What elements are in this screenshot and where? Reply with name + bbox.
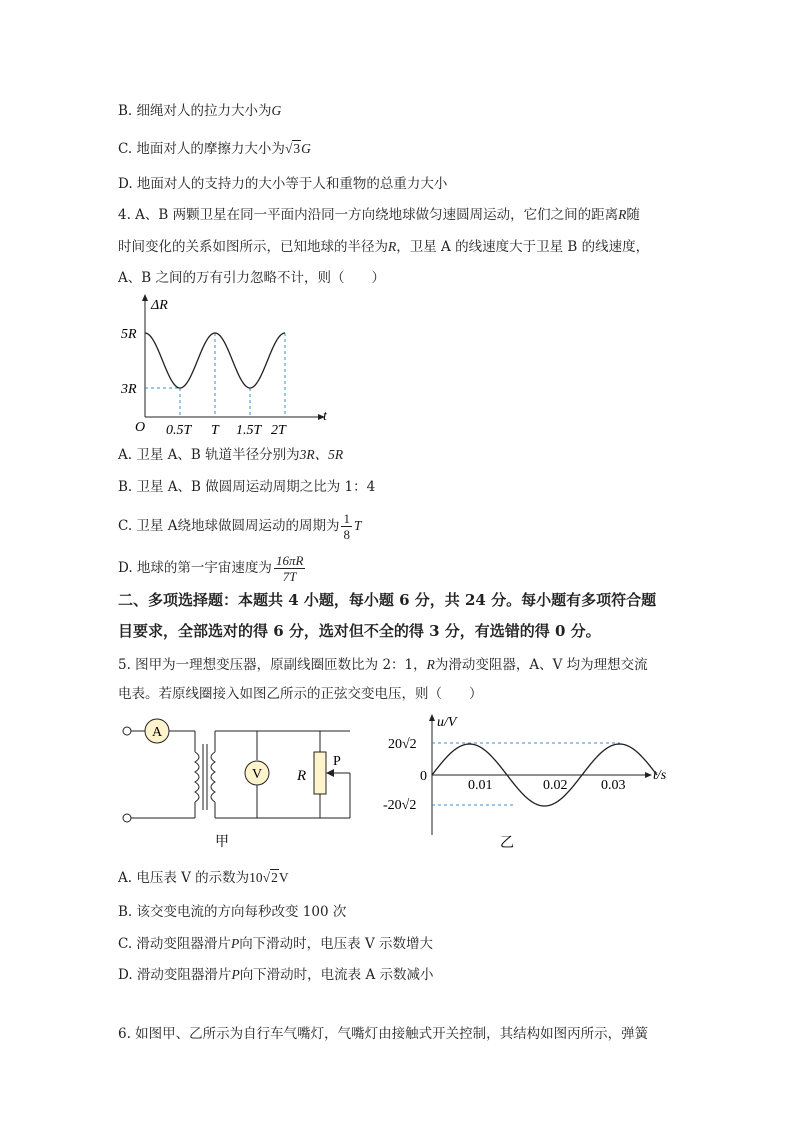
q4-option-d: D. 地球的第一宇宙速度为 $\frac{16\pi R}{7T}$ (118, 553, 304, 584)
q6-stem-line-1: 6. 如图甲、乙所示为自行车气嘴灯，气嘴灯由接触式开关控制，其结构如图丙所示，弹簧 (118, 1026, 649, 1042)
q3-option-d (118, 174, 447, 194)
q4-option-a: A. 卫星 A、B 轨道半径分别为3R、5R (118, 447, 344, 463)
q4-x-label: t (323, 409, 327, 424)
q3-option-c-text: C. 地面对人的摩擦力大小为 (118, 141, 285, 157)
q4-option-b: B. 卫星 A、B 做圆周运动周期之比为 1：4 (118, 479, 376, 495)
q4-y-tick-3R: 3R (121, 382, 137, 397)
q5-y-label: u/V (437, 715, 457, 730)
q4-y-label: ΔR (151, 298, 168, 313)
slider-label: P (333, 754, 341, 769)
q5-y-tick-pos: 20√2 (388, 737, 417, 752)
q4-x-tick: 2T (271, 423, 286, 438)
q4-stem-line-2: 时间变化的关系如图所示，已知地球的半径为R，卫星 A 的线速度大于卫星 B 的线速度， (118, 239, 650, 255)
q5-x-tick-002: 0.02 (543, 778, 568, 793)
q4-y-tick-5R: 5R (121, 327, 137, 342)
q4-stem-line-3: A、B 之间的万有引力忽略不计，则（ ） (118, 270, 385, 286)
q5-stem-line-1: 5. 图甲为一理想变压器，原副线圈匝数比为 2：1，R为滑动变阻器，A、V 均为理想交流 (118, 657, 648, 673)
q4-y-axis-arrow (142, 294, 148, 301)
section-2-heading-line-2: 目要求，全部选对的得 6 分，选对但不全的得 3 分，有选错的得 0 分。 (118, 622, 601, 640)
q3-option-d-text: D. 地面对人的支持力的大小等于人和重物的总重力大小 (118, 176, 448, 192)
q5-x-tick-003: 0.03 (601, 778, 626, 793)
q5-option-d: D. 滑动变阻器滑片P向下滑动时，电流表 A 示数减小 (118, 967, 434, 983)
secondary-coil (211, 752, 215, 802)
q5-x-tick-001: 0.01 (468, 778, 493, 793)
q4-x-tick: T (211, 423, 219, 438)
rheostat-label: R (297, 768, 307, 784)
fig-yi-caption: 乙 (500, 836, 514, 851)
q5-stem-line-2: 电表。若原线圈接入如图乙所示的正弦交变电压，则（ ） (118, 686, 483, 702)
q5-origin-label: 0 (420, 769, 427, 784)
q4-stem-line-1: 4. A、B 两颗卫星在同一平面内沿同一方向绕地球做匀速圆周运动，它们之间的距离R随 (118, 207, 640, 223)
q3-option-b-symbol: G (271, 103, 282, 118)
section-2-heading-line-1: 二、多项选择题：本题共 4 小题，每小题 6 分，共 24 分。每小题有多项符合题 (118, 591, 657, 609)
q4-graph (115, 292, 345, 442)
q3-option-c-sqrt: √3 (284, 141, 301, 156)
voltmeter-label: V (252, 767, 263, 782)
slider-arrow (326, 769, 334, 777)
q5-x-label: t/s (653, 768, 667, 783)
rheostat (314, 752, 326, 794)
q5-circuit-diagram (115, 712, 365, 857)
q4-option-d-fraction: $\frac{16\pi R}{7T}$ (275, 553, 304, 584)
q5-option-b: B. 该交变电流的方向每秒改变 100 次 (118, 904, 347, 920)
q4-x-tick: 1.5T (236, 423, 262, 438)
primary-coil (195, 752, 199, 802)
q3-option-c (118, 139, 311, 159)
q3-option-c-symbol: G (301, 141, 311, 156)
ammeter-label: A (152, 725, 163, 740)
input-terminal-top (123, 727, 131, 735)
q5-y-tick-neg: -20√2 (383, 798, 417, 813)
q5-option-a-value: 10√2V (249, 870, 289, 885)
q4-option-c-fraction: $\frac{1}{8}$ (343, 511, 350, 542)
q4-x-tick-labels (166, 423, 287, 438)
q4-guide-lines (145, 333, 285, 417)
input-terminal-bottom (123, 814, 131, 822)
q4-x-tick: 0.5T (166, 423, 192, 438)
fig-jia-caption: 甲 (215, 835, 229, 850)
q5-option-a: A. 电压表 V 的示数为10√2V (118, 870, 289, 886)
q4-option-a-values: 3R、5R (299, 447, 344, 462)
q3-option-b (118, 101, 281, 121)
q5-option-c: C. 滑动变阻器滑片P向下滑动时，电压表 V 示数增大 (118, 936, 434, 952)
q3-option-b-text: B. 细绳对人的拉力大小为 (118, 103, 272, 119)
q5-voltage-graph (380, 710, 680, 855)
q4-origin-label: O (135, 420, 146, 435)
q4-option-c: C. 卫星 A绕地球做圆周运动的周期为 $\frac{1}{8}$ T (118, 511, 362, 542)
